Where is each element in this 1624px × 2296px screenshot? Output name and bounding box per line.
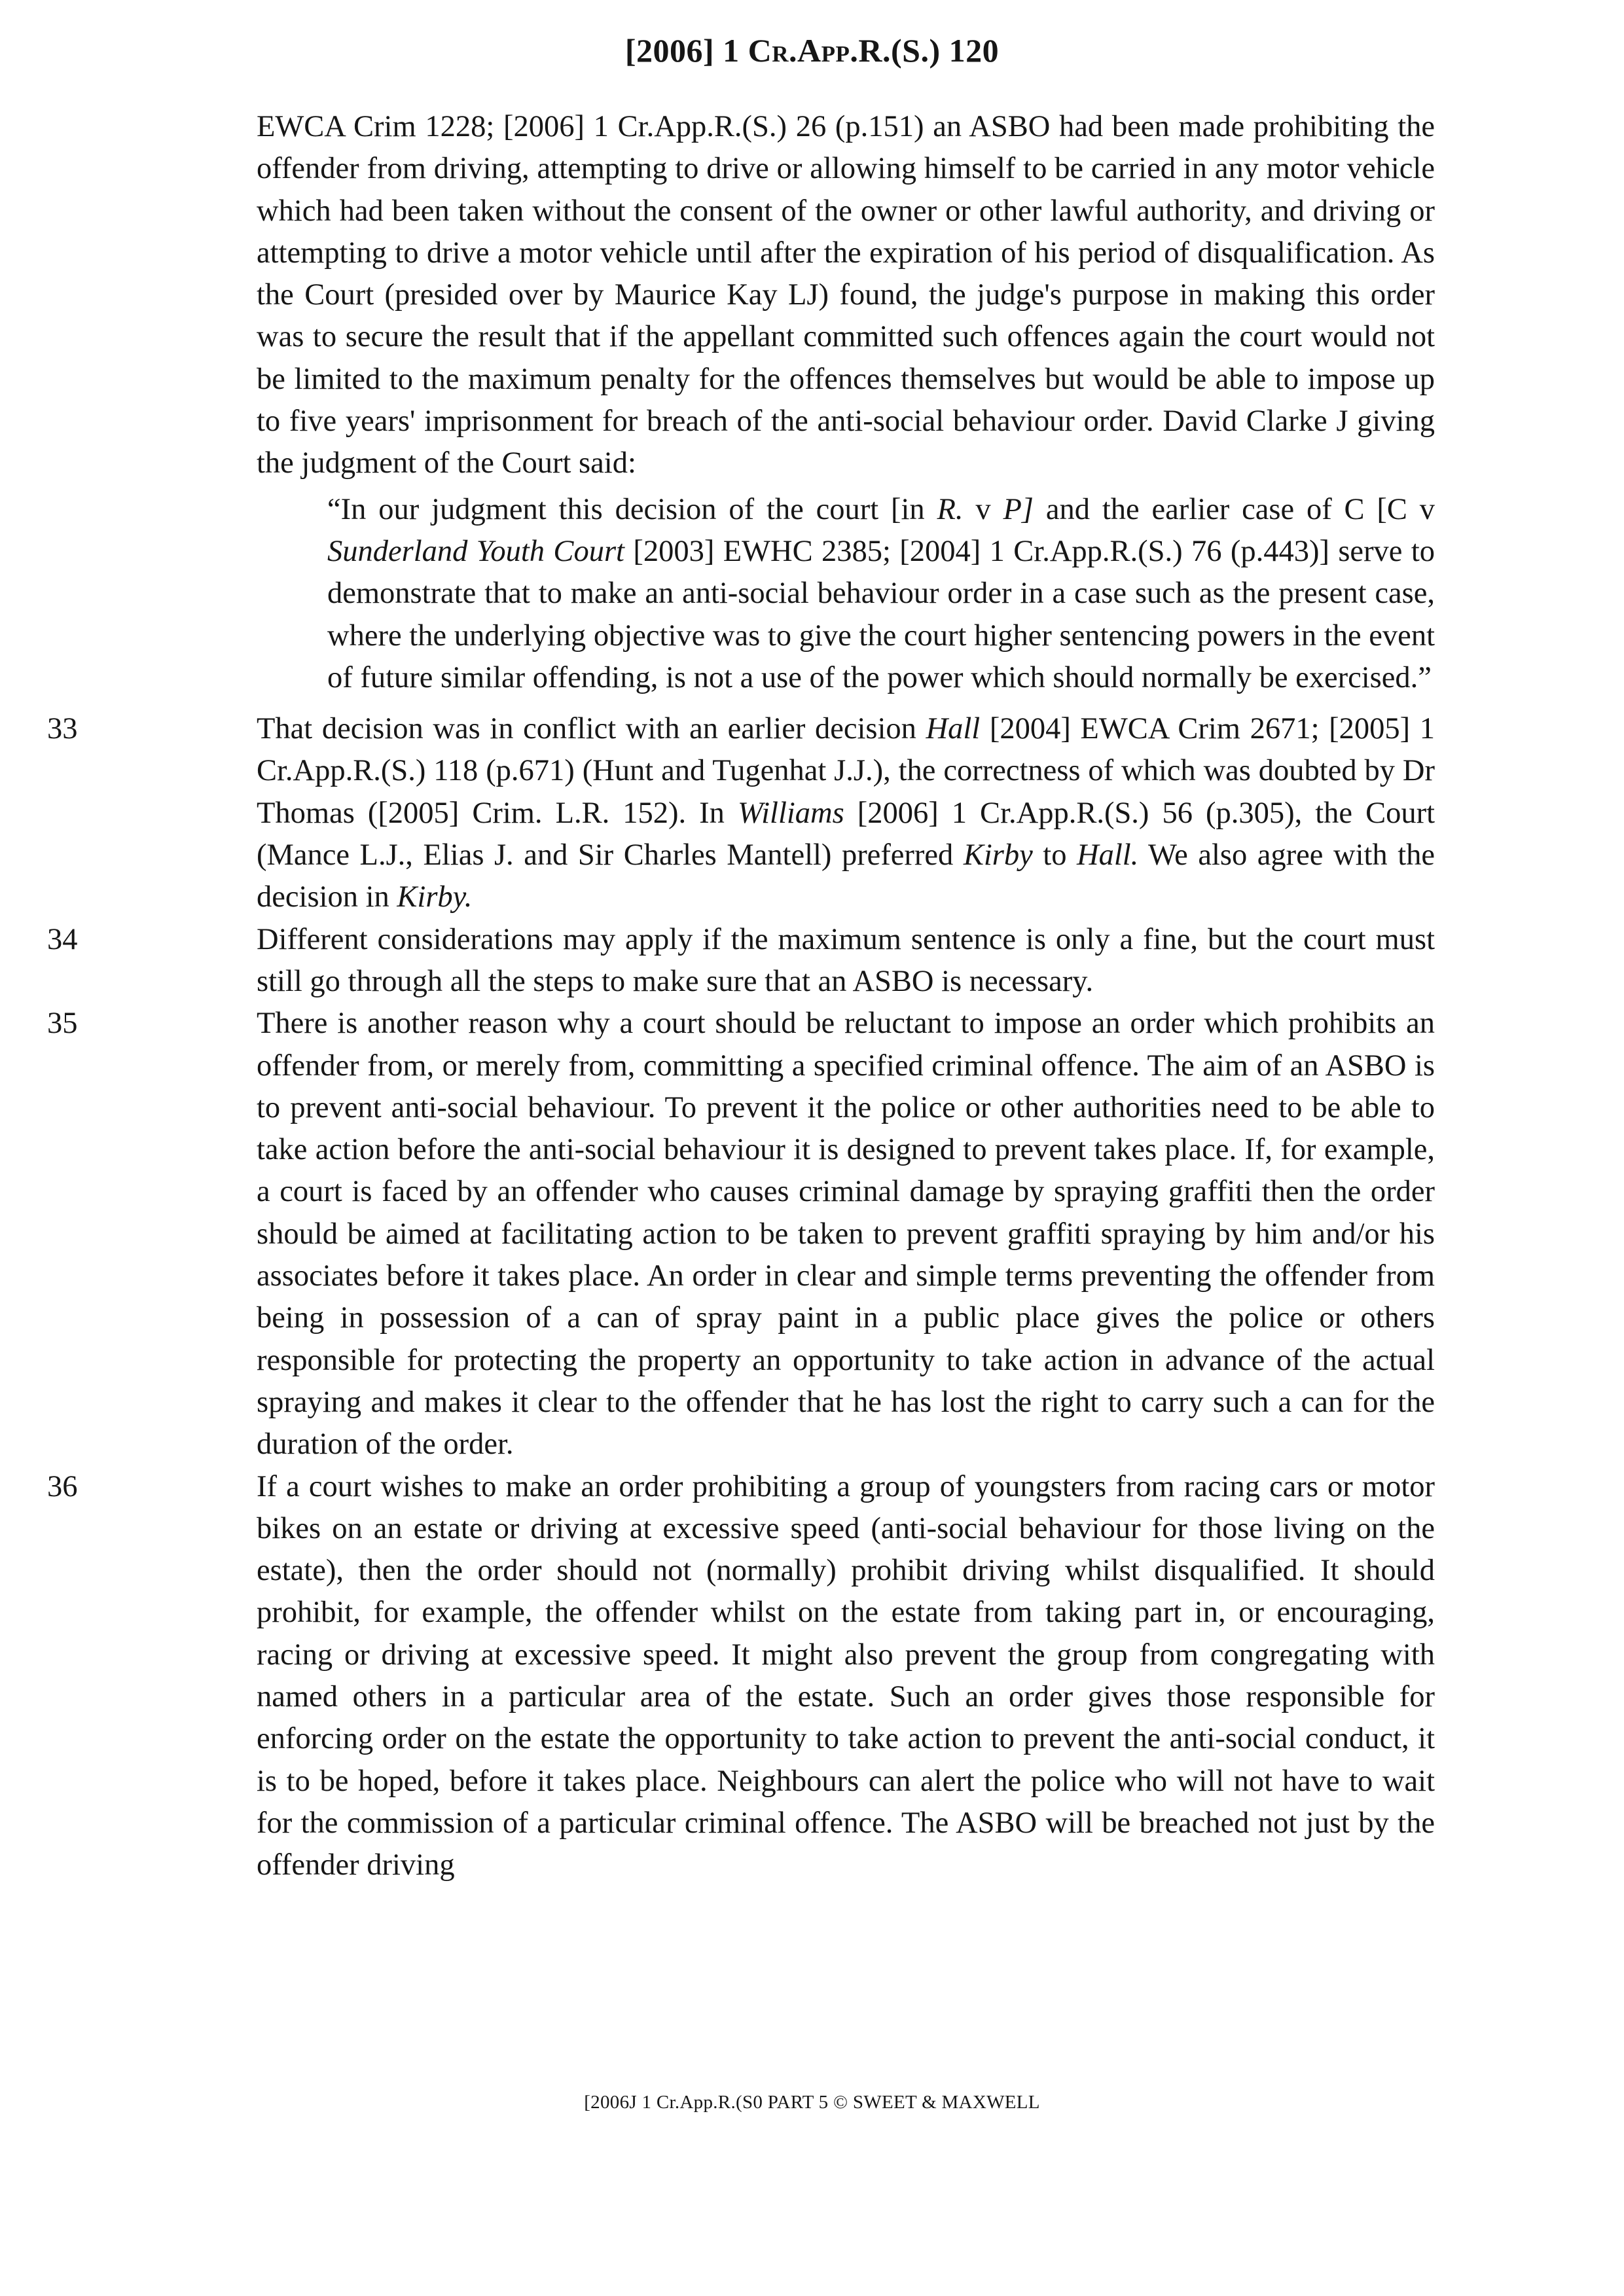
paragraph-number: 35	[47, 1007, 78, 1041]
case-name-kirby: Kirby.	[397, 880, 473, 914]
quote-v: v	[963, 492, 1003, 526]
quote-case-sunderland: Sunderland Youth Court	[327, 534, 624, 568]
page-footer: [2006J 1 Cr.App.R.(S0 PART 5 © SWEET & MAXWELL	[584, 2092, 1040, 2113]
case-name-hall: Hall.	[1077, 838, 1139, 872]
case-name-hall: Hall	[926, 712, 981, 746]
paragraph-text: There is another reason why a court should be reluctant to impose an order which prohibits an offender from, or merely from, committing a specified criminal offence. The aim of an ASBO is to prevent anti-social behaviour. To prevent it the police or other authorities need to be able to take action before the anti-social behaviour it is designed to prevent takes place. If, for example, a court is faced by an offender who causes criminal damage by spraying graffiti then the order should be aimed at facilitating action to be taken to prevent graffiti spraying by him and/or his associates before it takes place. An order in clear and simple terms preventing the offender from being in possession of a can of spray paint in a public place gives the police or others responsible for protecting the property an opportunity to take action in advance of the actual spraying and makes it clear to the offender that he has lost the right to carry such a can for the duration of the order.	[257, 1007, 1435, 1462]
header-page-number: 120	[940, 32, 1000, 69]
header-reporter: Cr.App.R.(S.)	[748, 32, 941, 69]
quote-text-3: [2003] EWHC 2385; [2004] 1 Cr.App.R.(S.) 76 (p.443)] serve to demonstrate that to make an anti-social behaviour order in a case such as the present case, where the underlying objective was to give the court higher sentencing powers in the event of future similar offending, is not a use of the power which should normally be exercised.”	[327, 534, 1435, 694]
paragraph-33	[47, 708, 1435, 918]
paragraph-text: to	[1032, 838, 1077, 872]
paragraph-number: 36	[47, 1469, 78, 1503]
quote-text-1: “In our judgment this decision of the court [in	[327, 492, 937, 526]
paragraph-number: 34	[47, 922, 78, 956]
case-name-williams: Williams	[737, 796, 844, 830]
block-quote	[327, 489, 1435, 699]
paragraph-text: Different considerations may apply if the maximum sentence is only a fine, but the court must still go through all the steps to make sure that an ASBO is necessary.	[257, 922, 1435, 998]
paragraph-number: 33	[47, 712, 78, 746]
paragraph-text: If a court wishes to make an order prohibiting a group of youngsters from racing cars or motor bikes on an estate or driving at excessive speed (anti-social behaviour for those living on the estate), then the order should not (normally) prohibit driving whilst disqualified. It should prohibit, for example, the offender whilst on the estate from taking part in, or encouraging, racing or driving at excessive speed. It might also prevent the group from congregating with named others in a particular area of the estate. Such an order gives those responsible for enforcing order on the estate the opportunity to take action to prevent the anti-social conduct, it is to be hoped, before it takes place. Neighbours can alert the police who will not have to wait for the commission of a particular criminal offence. The ASBO will be breached not just by the offender driving	[257, 1469, 1435, 1882]
header-year-volume: [2006] 1	[624, 32, 748, 69]
paragraph-34	[47, 919, 1435, 1003]
quote-case-p: P]	[1003, 492, 1034, 526]
paragraph-text: We also agree with the decision in	[257, 838, 1435, 914]
paragraph-text: [2006] 1 Cr.App.R.(S.) 56 (p.305), the Court (Mance L.J., Elias J. and Sir Charles Mantell) preferred	[257, 796, 1435, 872]
paragraph-35	[47, 1003, 1435, 1465]
body-text	[47, 106, 1435, 1886]
quote-case-r: R.	[937, 492, 964, 526]
running-header	[0, 31, 1624, 69]
paragraph-36	[47, 1466, 1435, 1887]
quote-text-2: and the earlier case of C [C v	[1034, 492, 1435, 526]
case-name-kirby: Kirby	[963, 838, 1033, 872]
continuation-paragraph: EWCA Crim 1228; [2006] 1 Cr.App.R.(S.) 26 (p.151) an ASBO had been made prohibiting the offender from driving, attempting to drive or allowing himself to be carried in any motor vehicle which had been taken without the consent of the owner or other lawful authority, and driving or attempting to drive a motor vehicle until after the expiration of his period of disqualification. As the Court (presided over by Maurice Kay LJ) found, the judge's purpose in making this order was to secure the result that if the appellant committed such offences again the court would not be limited to the maximum penalty for the offences themselves but would be able to impose up to five years' imprisonment for breach of the anti-social behaviour order. David Clarke J giving the judgment of the Court said:	[257, 110, 1435, 480]
paragraph-text: That decision was in conflict with an earlier decision	[257, 712, 926, 746]
paragraph-text: [2004] EWCA Crim 2671; [2005] 1 Cr.App.R.(S.) 118 (p.671) (Hunt and Tugenhat J.J.), the correctness of which was doubted by Dr Thomas ([2005] Crim. L.R. 152). In	[257, 712, 1435, 830]
